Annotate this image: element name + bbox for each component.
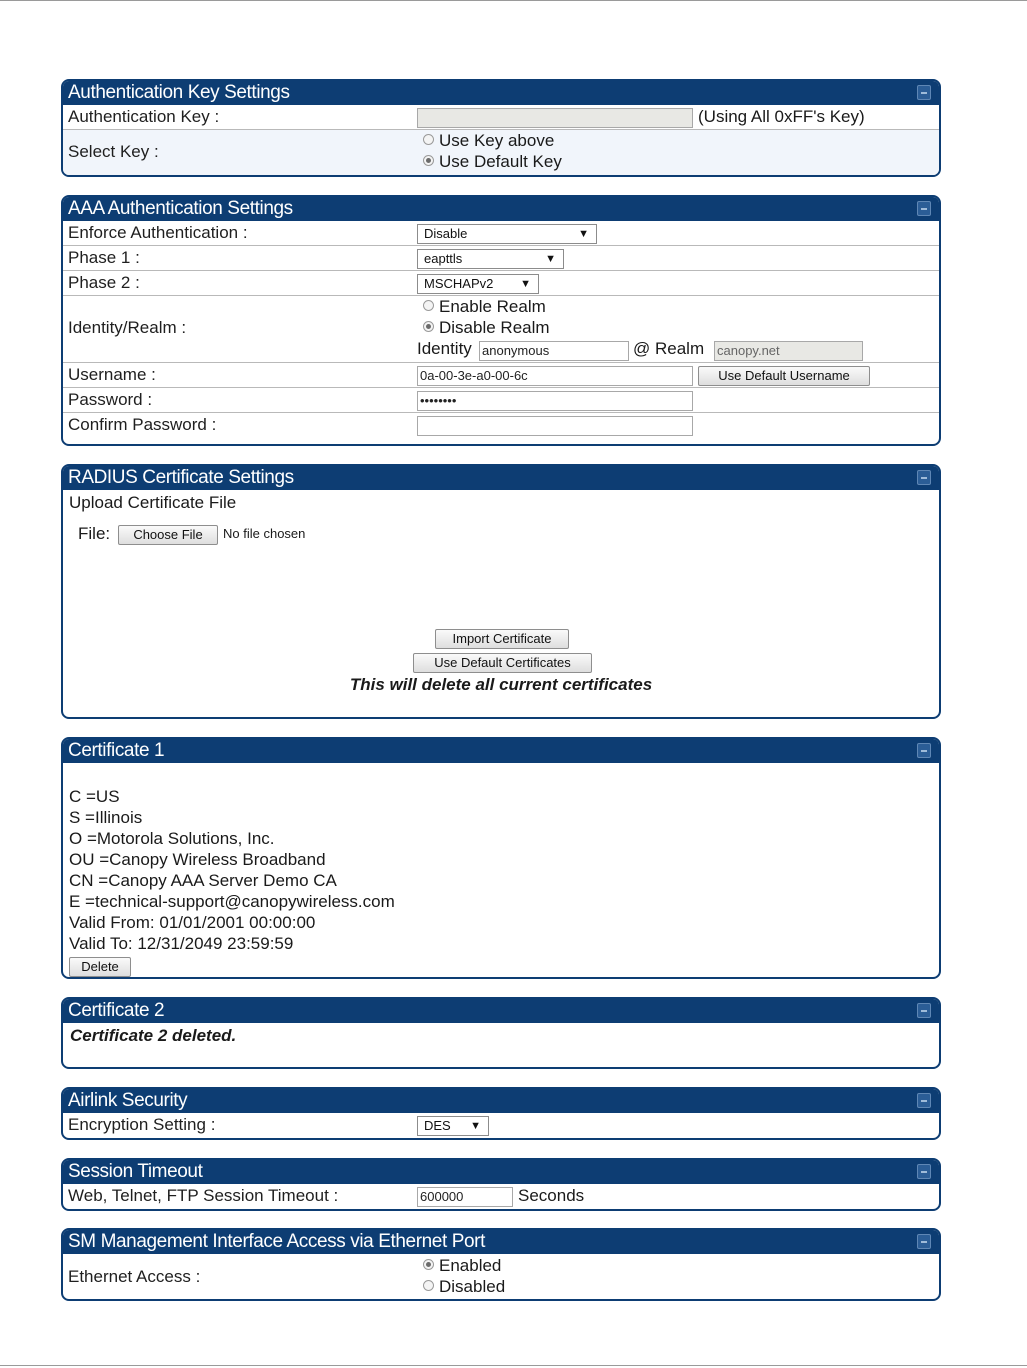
collapse-icon[interactable] [917,1093,931,1108]
password-label: Password : [68,390,153,409]
collapse-icon[interactable] [917,1003,931,1018]
collapse-icon[interactable] [917,743,931,758]
phase2-label: Phase 2 : [68,273,140,292]
cert-valid-to: Valid To: 12/31/2049 23:59:59 [69,934,294,953]
phase1-select[interactable]: eapttls ▼ [417,249,564,269]
panel-title: Certificate 2 [68,1000,165,1021]
panel-title: Airlink Security [68,1090,188,1111]
collapse-icon[interactable] [917,470,931,485]
enable-realm-radio[interactable]: Enable Realm [423,297,546,317]
radius-certificate-panel [61,464,941,719]
select-key-row [63,130,939,175]
confirm-password-row [63,413,939,438]
username-input[interactable]: 0a-00-3e-a0-00-6c [417,366,693,386]
bottom-rule [0,1365,1027,1366]
choose-file-button[interactable]: Choose File [118,525,218,545]
panel-title: RADIUS Certificate Settings [68,467,294,488]
cert-valid-from: Valid From: 01/01/2001 00:00:00 [69,913,316,932]
ethernet-disabled-radio[interactable]: Disabled [423,1277,505,1297]
certificate-2-panel [61,997,941,1069]
encryption-row [63,1113,939,1138]
panel-header [63,1230,939,1254]
enforce-authentication-label: Enforce Authentication : [68,223,248,242]
cert-common-name: CN =Canopy AAA Server Demo CA [69,871,337,890]
panel-title: SM Management Interface Access via Ethernet Port [68,1231,485,1252]
panel-header [63,739,939,763]
ethernet-enabled-radio[interactable]: Enabled [423,1256,501,1276]
enforce-authentication-row [63,221,939,246]
identity-label: Identity [417,339,472,358]
panel-title: Authentication Key Settings [68,82,290,103]
ethernet-access-row [63,1254,939,1299]
confirm-password-label: Confirm Password : [68,415,217,434]
top-rule [0,0,1027,1]
use-default-certificates-button[interactable]: Use Default Certificates [413,653,592,673]
panel-title: AAA Authentication Settings [68,198,293,219]
radio-icon [423,1280,434,1291]
use-key-above-radio[interactable]: Use Key above [423,131,554,151]
aaa-authentication-panel [61,195,941,446]
panel-header [63,81,939,105]
cert-country: C =US [69,787,120,806]
radio-icon [423,300,434,311]
session-timeout-label: Web, Telnet, FTP Session Timeout : [68,1186,339,1205]
panel-title: Certificate 1 [68,740,165,761]
panel-header [63,999,939,1023]
realm-label: @ Realm [633,339,705,358]
panel-header [63,1089,939,1113]
session-timeout-row [63,1184,939,1209]
import-certificate-button[interactable]: Import Certificate [435,629,569,649]
radio-selected-icon [423,321,434,332]
realm-input[interactable]: canopy.net [714,341,863,361]
dropdown-arrow-icon: ▼ [545,253,556,265]
phase2-select[interactable]: MSCHAPv2 ▼ [417,274,539,294]
airlink-security-panel [61,1087,941,1140]
disable-realm-radio[interactable]: Disable Realm [423,318,550,338]
collapse-icon[interactable] [917,85,931,100]
no-file-chosen-text: No file chosen [223,526,306,541]
file-label: File: [78,524,111,543]
panel-title: Session Timeout [68,1161,203,1182]
phase1-row [63,246,939,271]
radio-selected-icon [423,1259,434,1270]
identity-realm-label: Identity/Realm : [68,318,187,337]
identity-realm-row [63,296,939,363]
authentication-key-label: Authentication Key : [68,107,220,126]
sm-management-access-panel [61,1228,941,1301]
use-default-username-button[interactable]: Use Default Username [698,366,870,386]
dropdown-arrow-icon: ▼ [578,228,589,240]
panel-header [63,197,939,221]
collapse-icon[interactable] [917,1164,931,1179]
radio-icon [423,134,434,145]
panel-header [63,1160,939,1184]
certificate-deleted-message: Certificate 2 deleted. [70,1026,237,1045]
password-input[interactable]: •••••••• [417,391,693,411]
authentication-key-row [63,105,939,130]
dropdown-arrow-icon: ▼ [470,1120,481,1132]
delete-certificate-button[interactable]: Delete [69,957,131,977]
encryption-setting-select[interactable]: DES ▼ [417,1116,489,1136]
certificate-1-panel [61,737,941,979]
panel-header [63,466,939,490]
confirm-password-input[interactable] [417,416,693,436]
session-timeout-panel [61,1158,941,1211]
collapse-icon[interactable] [917,1234,931,1249]
cert-org-unit: OU =Canopy Wireless Broadband [69,850,326,869]
username-label: Username : [68,365,156,384]
dropdown-arrow-icon: ▼ [520,278,531,290]
phase1-label: Phase 1 : [68,248,140,267]
encryption-setting-label: Encryption Setting : [68,1115,216,1134]
enforce-authentication-select[interactable]: Disable ▼ [417,224,597,244]
identity-input[interactable]: anonymous [479,341,629,361]
session-timeout-input[interactable]: 600000 [417,1187,513,1207]
collapse-icon[interactable] [917,201,931,216]
password-row [63,388,939,413]
radio-selected-icon [423,155,434,166]
authentication-key-input[interactable] [417,108,693,128]
cert-email: E =technical-support@canopywireless.com [69,892,395,911]
key-note: (Using All 0xFF's Key) [698,107,865,126]
ethernet-access-label: Ethernet Access : [68,1267,201,1286]
delete-warning: This will delete all current certificates [349,675,653,694]
username-row [63,363,939,388]
cert-organization: O =Motorola Solutions, Inc. [69,829,275,848]
select-key-label: Select Key : [68,142,159,161]
cert-state: S =Illinois [69,808,143,827]
seconds-unit-label: Seconds [518,1186,585,1205]
phase2-row [63,271,939,296]
use-default-key-radio[interactable]: Use Default Key [423,152,562,172]
upload-certificate-label: Upload Certificate File [69,493,237,512]
authentication-key-panel [61,79,941,177]
